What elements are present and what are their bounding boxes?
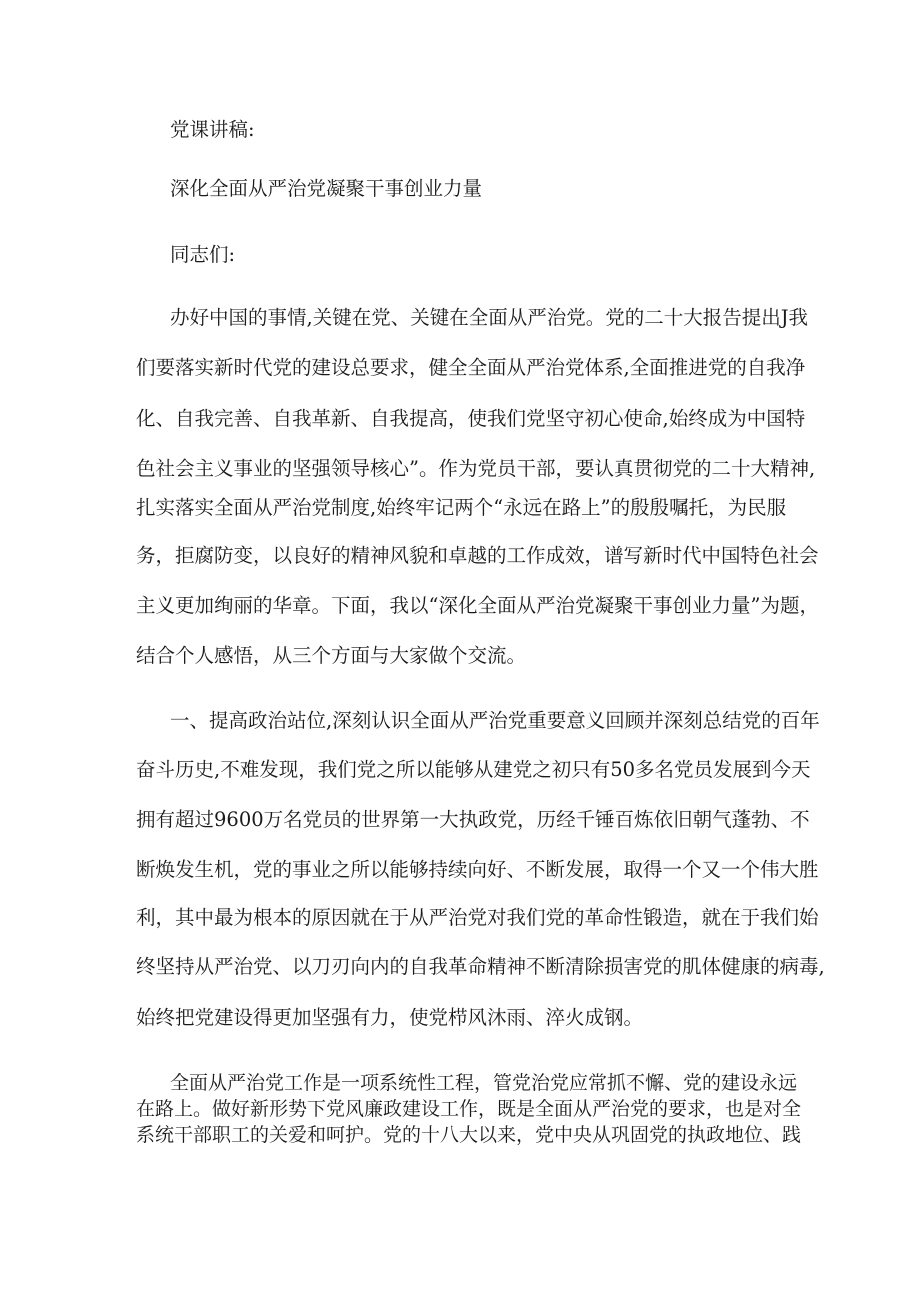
paragraph-line: 奋斗历史,不难发现，我们党之所以能够从建党之初只有50多名党员发展到今天 [136, 758, 811, 781]
paragraph-line: 拥有超过9600万名党员的世界第一大执政党，历经千锤百炼依旧朝气蓬勃、不 [136, 808, 810, 831]
paragraph-line: 利，其中最为根本的原因就在于从严治党对我们党的革命性锻造，就在于我们始 [136, 906, 819, 929]
paragraph-line: 一、提高政治站位,深刻认识全面从严治党重要意义回顾并深刻总结党的百年 [170, 709, 820, 732]
paragraph-line: 终坚持从严治党、以刀刃向内的自我革命精神不断清除损害党的肌体健康的病毒, [136, 955, 825, 978]
paragraph-line: 务，拒腐防变，以良好的精神风貌和卓越的工作成效，谱写新时代中国特色社会 [136, 544, 819, 567]
paragraph-line: 始终把党建设得更加坚强有力，使党栉风沐雨、淬火成钢。 [136, 1006, 644, 1029]
document-title: 深化全面从严治党凝聚干事创业力量 [170, 177, 483, 200]
document-label: 党课讲稿: [170, 118, 255, 141]
paragraph-line: 在路上。做好新形势下党风廉政建设工作，既是全面从严治党的要求，也是对全 [136, 1098, 802, 1120]
paragraph-line: 全面从严治党工作是一项系统性工程，管党治党应常抓不懈、党的建设永远 [170, 1072, 798, 1094]
paragraph-line: 办好中国的事情,关键在党、关键在全面从严治党。党的二十大报告提出J我 [170, 306, 809, 329]
paragraph-line: 主义更加绚丽的华章。下面，我以“深化全面从严治党凝聚干事创业力量”为题， [136, 594, 819, 617]
paragraph-line: 扎实落实全面从严治党制度,始终牢记两个“永远在路上”的殷殷嘱托，为民服 [136, 496, 787, 519]
paragraph-line: 们要落实新时代党的建设总要求，健全全面从严治党体系,全面推进党的自我净 [136, 356, 806, 379]
paragraph-line: 系统干部职工的关爱和呵护。党的十八大以来，党中央从巩固党的执政地位、践 [136, 1124, 802, 1146]
paragraph-line: 结合个人感悟，从三个方面与大家做个交流。 [136, 644, 527, 667]
paragraph-line: 化、自我完善、自我革新、自我提高，使我们党坚守初心使命,始终成为中国特 [136, 407, 806, 430]
paragraph-line: 色社会主义事业的坚强领导核心”。作为党员干部，要认真贯彻党的二十大精神, [136, 457, 816, 480]
paragraph-line: 断焕发生机，党的事业之所以能够持续向好、不断发展，取得一个又一个伟大胜 [136, 858, 819, 881]
salutation: 同志们: [170, 243, 236, 266]
